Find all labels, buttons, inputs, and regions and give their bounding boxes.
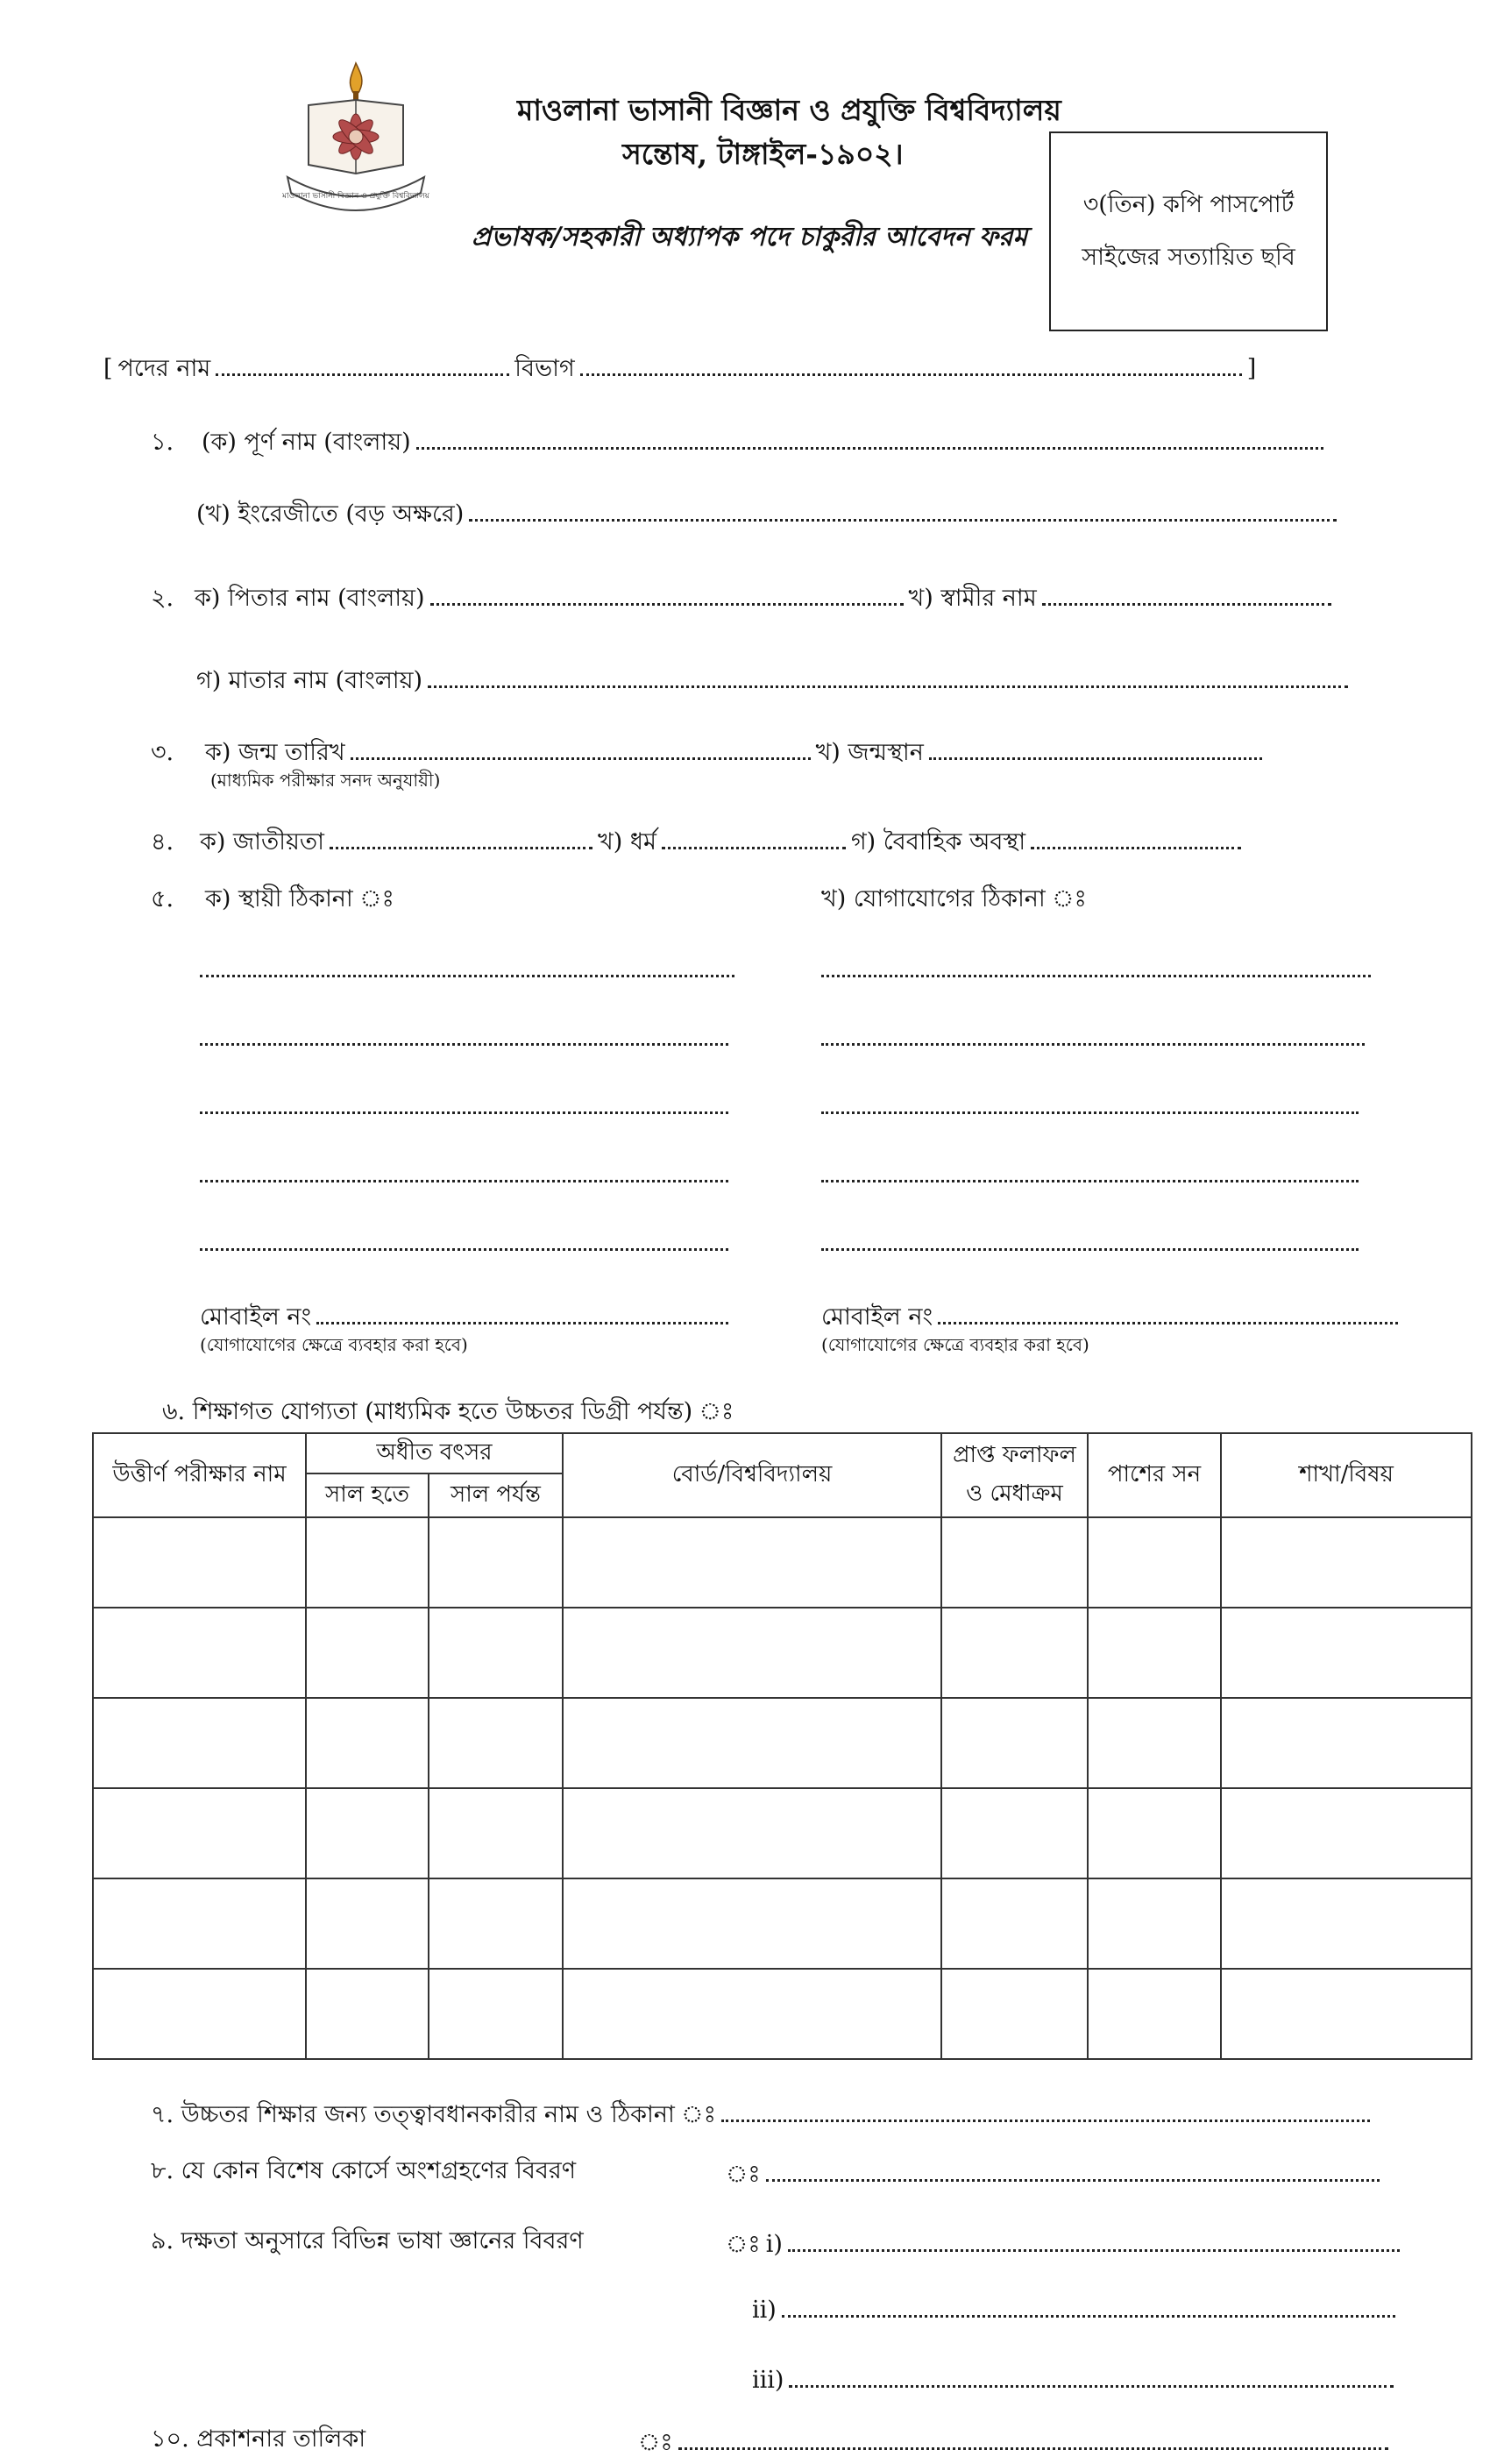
photo-box-line2: সাইজের সত্যায়িত ছবি [1082, 244, 1295, 271]
table-cell[interactable] [1088, 1878, 1221, 1969]
table-cell[interactable] [1221, 1878, 1472, 1969]
full-name-bangla-label: (ক) পূর্ণ নাম (বাংলায়) [202, 429, 411, 456]
table-cell[interactable] [941, 1969, 1088, 2059]
publication-row [638, 2425, 1394, 2464]
permanent-address-line-1[interactable] [200, 975, 734, 977]
table-cell[interactable] [941, 1878, 1088, 1969]
table-cell[interactable] [1221, 1788, 1472, 1878]
item2-row-a [151, 580, 1337, 620]
table-cell[interactable] [93, 1788, 306, 1878]
contact-mobile-note: (যোগাযোগের ক্ষেত্রে ব্যবহার করা হবে) [821, 1334, 1089, 1355]
table-row [93, 1878, 1472, 1969]
special-course-colon: ঃ [726, 2161, 761, 2188]
language-colon: ঃ [726, 2231, 761, 2258]
language-i-label: i) [765, 2231, 783, 2258]
department-field[interactable] [580, 373, 1242, 376]
religion-label: খ) ধর্ম [597, 828, 656, 856]
item3-num: ৩. [151, 739, 174, 766]
table-cell[interactable] [306, 1788, 429, 1878]
contact-mobile-field[interactable] [938, 1322, 1398, 1324]
form-title: প্রভাষক/সহকারী অধ্যাপক পদে চাকুরীর আবেদন ফরম [472, 222, 1028, 252]
language-field-3[interactable] [789, 2385, 1394, 2388]
birth-date-field[interactable] [351, 757, 811, 760]
full-name-bangla-field[interactable] [416, 447, 1323, 450]
col-result-header-line1: প্রাপ্ত ফলাফল [953, 1442, 1076, 1468]
table-cell[interactable] [93, 1969, 306, 2059]
table-cell[interactable] [1221, 1698, 1472, 1788]
col-years-header: অধীত বৎসর [306, 1433, 563, 1473]
table-row [93, 1698, 1472, 1788]
logo-banner-text: মাওলানা ভাসানী বিজ্ঞান ও প্রযুক্তি বিশ্ববিদ্যালয় [282, 192, 429, 201]
table-cell[interactable] [1088, 1608, 1221, 1698]
photo-box-line1: ৩(তিন) কপি পাসপোর্ট [1082, 191, 1295, 218]
table-cell[interactable] [1088, 1698, 1221, 1788]
post-name-field[interactable] [216, 373, 509, 376]
table-cell[interactable] [93, 1608, 306, 1698]
table-row [93, 1517, 1472, 1608]
contact-address-line-3[interactable] [821, 1111, 1359, 1114]
publication-field[interactable] [678, 2447, 1388, 2450]
education-label: ৬. শিক্ষাগত যোগ্যতা (মাধ্যমিক হতে উচ্চতর ডিগ্রী পর্যন্ত) ঃ [162, 1398, 734, 1425]
department-label: বিভাগ [514, 355, 575, 382]
father-name-field[interactable] [430, 603, 904, 606]
table-row [93, 1608, 1472, 1698]
birth-date-note: (মাধ্যমিক পরীক্ষার সনদ অনুযায়ী) [210, 770, 441, 791]
col-result-header-line2: ও মেধাক্রম [966, 1481, 1063, 1507]
birth-place-field[interactable] [929, 757, 1262, 760]
item2-row-c [196, 663, 1353, 702]
table-cell[interactable] [563, 1517, 941, 1608]
table-cell[interactable] [563, 1969, 941, 2059]
permanent-mobile-label: মোবাইল নং [200, 1303, 312, 1331]
post-line [103, 351, 1261, 390]
contact-address-line-4[interactable] [821, 1180, 1359, 1182]
table-cell[interactable] [1221, 1517, 1472, 1608]
table-cell[interactable] [429, 1788, 563, 1878]
permanent-address-label: ক) স্থায়ী ঠিকানা ঃ [205, 885, 394, 912]
table-cell[interactable] [563, 1788, 941, 1878]
publication-colon: ঃ [638, 2429, 673, 2456]
husband-name-label: খ) স্বামীর নাম [908, 585, 1037, 612]
table-cell[interactable] [563, 1608, 941, 1698]
permanent-address-line-4[interactable] [200, 1180, 728, 1182]
contact-address-line-5[interactable] [821, 1248, 1359, 1251]
table-cell[interactable] [941, 1517, 1088, 1608]
photo-box [1049, 131, 1328, 331]
table-cell[interactable] [306, 1517, 429, 1608]
table-cell[interactable] [429, 1698, 563, 1788]
language-iii-label: iii) [752, 2367, 784, 2394]
table-cell[interactable] [1088, 1969, 1221, 2059]
col-from-header: সাল হতে [306, 1473, 429, 1517]
permanent-address-line-3[interactable] [200, 1111, 728, 1114]
nationality-field[interactable] [330, 847, 592, 849]
contact-mobile-label: মোবাইল নং [821, 1303, 933, 1331]
item1-num: ১. [151, 429, 174, 456]
language-field-1[interactable] [788, 2249, 1400, 2252]
table-cell[interactable] [941, 1788, 1088, 1878]
language-row-3 [752, 2367, 1399, 2394]
table-row [93, 1788, 1472, 1878]
education-table [92, 1432, 1472, 2060]
special-course-row [726, 2156, 1385, 2196]
language-label: ৯. দক্ষতা অনুসারে বিভিন্ন ভাষা জ্ঞানের বিবরণ [151, 2227, 584, 2255]
table-cell[interactable] [1088, 1517, 1221, 1608]
table-cell[interactable] [563, 1878, 941, 1969]
table-cell[interactable] [941, 1698, 1088, 1788]
father-name-label: ক) পিতার নাম (বাংলায়) [195, 585, 425, 612]
item5-num: ৫. [151, 885, 174, 912]
col-to-header: সাল পর্যন্ত [429, 1473, 563, 1517]
table-cell[interactable] [429, 1878, 563, 1969]
table-cell[interactable] [306, 1698, 429, 1788]
marital-status-field[interactable] [1031, 847, 1241, 849]
marital-status-label: গ) বৈবাহিক অবস্থা [850, 828, 1026, 856]
contact-address-label: খ) যোগাযোগের ঠিকানা ঃ [821, 885, 1087, 912]
item7-row [151, 2097, 1375, 2136]
university-address: সন্তোষ, টাঙ্গাইল-১৯০২। [622, 137, 904, 171]
item1-row-a [151, 424, 1329, 464]
table-cell[interactable] [1221, 1969, 1472, 2059]
language-field-2[interactable] [782, 2315, 1395, 2318]
table-cell[interactable] [429, 1969, 563, 2059]
nationality-label: ক) জাতীয়তা [200, 828, 324, 856]
contact-address-line-1[interactable] [821, 975, 1371, 977]
col-subject-header: শাখা/বিষয় [1221, 1433, 1472, 1517]
table-cell[interactable] [1088, 1788, 1221, 1878]
permanent-mobile-note: (যোগাযোগের ক্ষেত্রে ব্যবহার করা হবে) [200, 1334, 468, 1355]
supervisor-field[interactable] [721, 2120, 1370, 2122]
table-cell[interactable] [1221, 1608, 1472, 1698]
permanent-address-line-5[interactable] [200, 1248, 728, 1251]
language-row-1 [726, 2226, 1405, 2266]
mother-name-label: গ) মাতার নাম (বাংলায়) [196, 667, 423, 694]
special-course-label: ৮. যে কোন বিশেষ কোর্সে অংশগ্রহণের বিবরণ [151, 2157, 577, 2184]
birth-date-label: ক) জন্ম তারিখ [205, 739, 345, 766]
col-board-header: বোর্ড/বিশ্ববিদ্যালয় [563, 1433, 941, 1517]
full-name-english-field[interactable] [469, 519, 1337, 522]
contact-address-line-2[interactable] [821, 1043, 1365, 1046]
university-name: মাওলানা ভাসানী বিজ্ঞান ও প্রযুক্তি বিশ্ববিদ্যালয় [517, 93, 1061, 127]
table-cell[interactable] [429, 1608, 563, 1698]
mother-name-field[interactable] [428, 685, 1348, 688]
language-row-2 [752, 2297, 1401, 2324]
religion-field[interactable] [662, 847, 846, 849]
husband-name-field[interactable] [1042, 603, 1331, 606]
full-name-english-label: (খ) ইংরেজীতে (বড় অক্ষরে) [196, 501, 465, 528]
post-name-label: পদের নাম [117, 355, 211, 382]
table-cell[interactable] [93, 1517, 306, 1608]
col-exam-header: উত্তীর্ণ পরীক্ষার নাম [93, 1433, 306, 1517]
table-cell[interactable] [93, 1878, 306, 1969]
university-logo [282, 61, 429, 212]
language-ii-label: ii) [752, 2297, 777, 2324]
item4-num: ৪. [151, 828, 174, 856]
supervisor-label: ৭. উচ্চতর শিক্ষার জন্য তত্ত্বাবধানকারীর নাম ও ঠিকানা ঃ [151, 2101, 716, 2128]
item2-num: ২. [151, 585, 174, 612]
permanent-mobile-field[interactable] [316, 1322, 728, 1324]
item5-row [151, 881, 400, 920]
table-cell[interactable] [429, 1517, 563, 1608]
col-result-header [941, 1433, 1088, 1517]
table-row [93, 1969, 1472, 2059]
table-cell[interactable] [306, 1969, 429, 2059]
item1-row-b [196, 496, 1342, 536]
bracket-open: [ [103, 355, 113, 382]
item4-row [151, 824, 1246, 863]
special-course-field[interactable] [766, 2179, 1380, 2182]
table-cell[interactable] [306, 1608, 429, 1698]
permanent-address-line-2[interactable] [200, 1043, 728, 1046]
table-cell[interactable] [563, 1698, 941, 1788]
table-cell[interactable] [941, 1608, 1088, 1698]
birth-place-label: খ) জন্মস্থান [815, 739, 924, 766]
col-pass-year-header: পাশের সন [1088, 1433, 1221, 1517]
table-cell[interactable] [306, 1878, 429, 1969]
publication-label: ১০. প্রকাশনার তালিকা [151, 2425, 366, 2453]
table-cell[interactable] [93, 1698, 306, 1788]
bracket-close: ] [1246, 355, 1257, 382]
